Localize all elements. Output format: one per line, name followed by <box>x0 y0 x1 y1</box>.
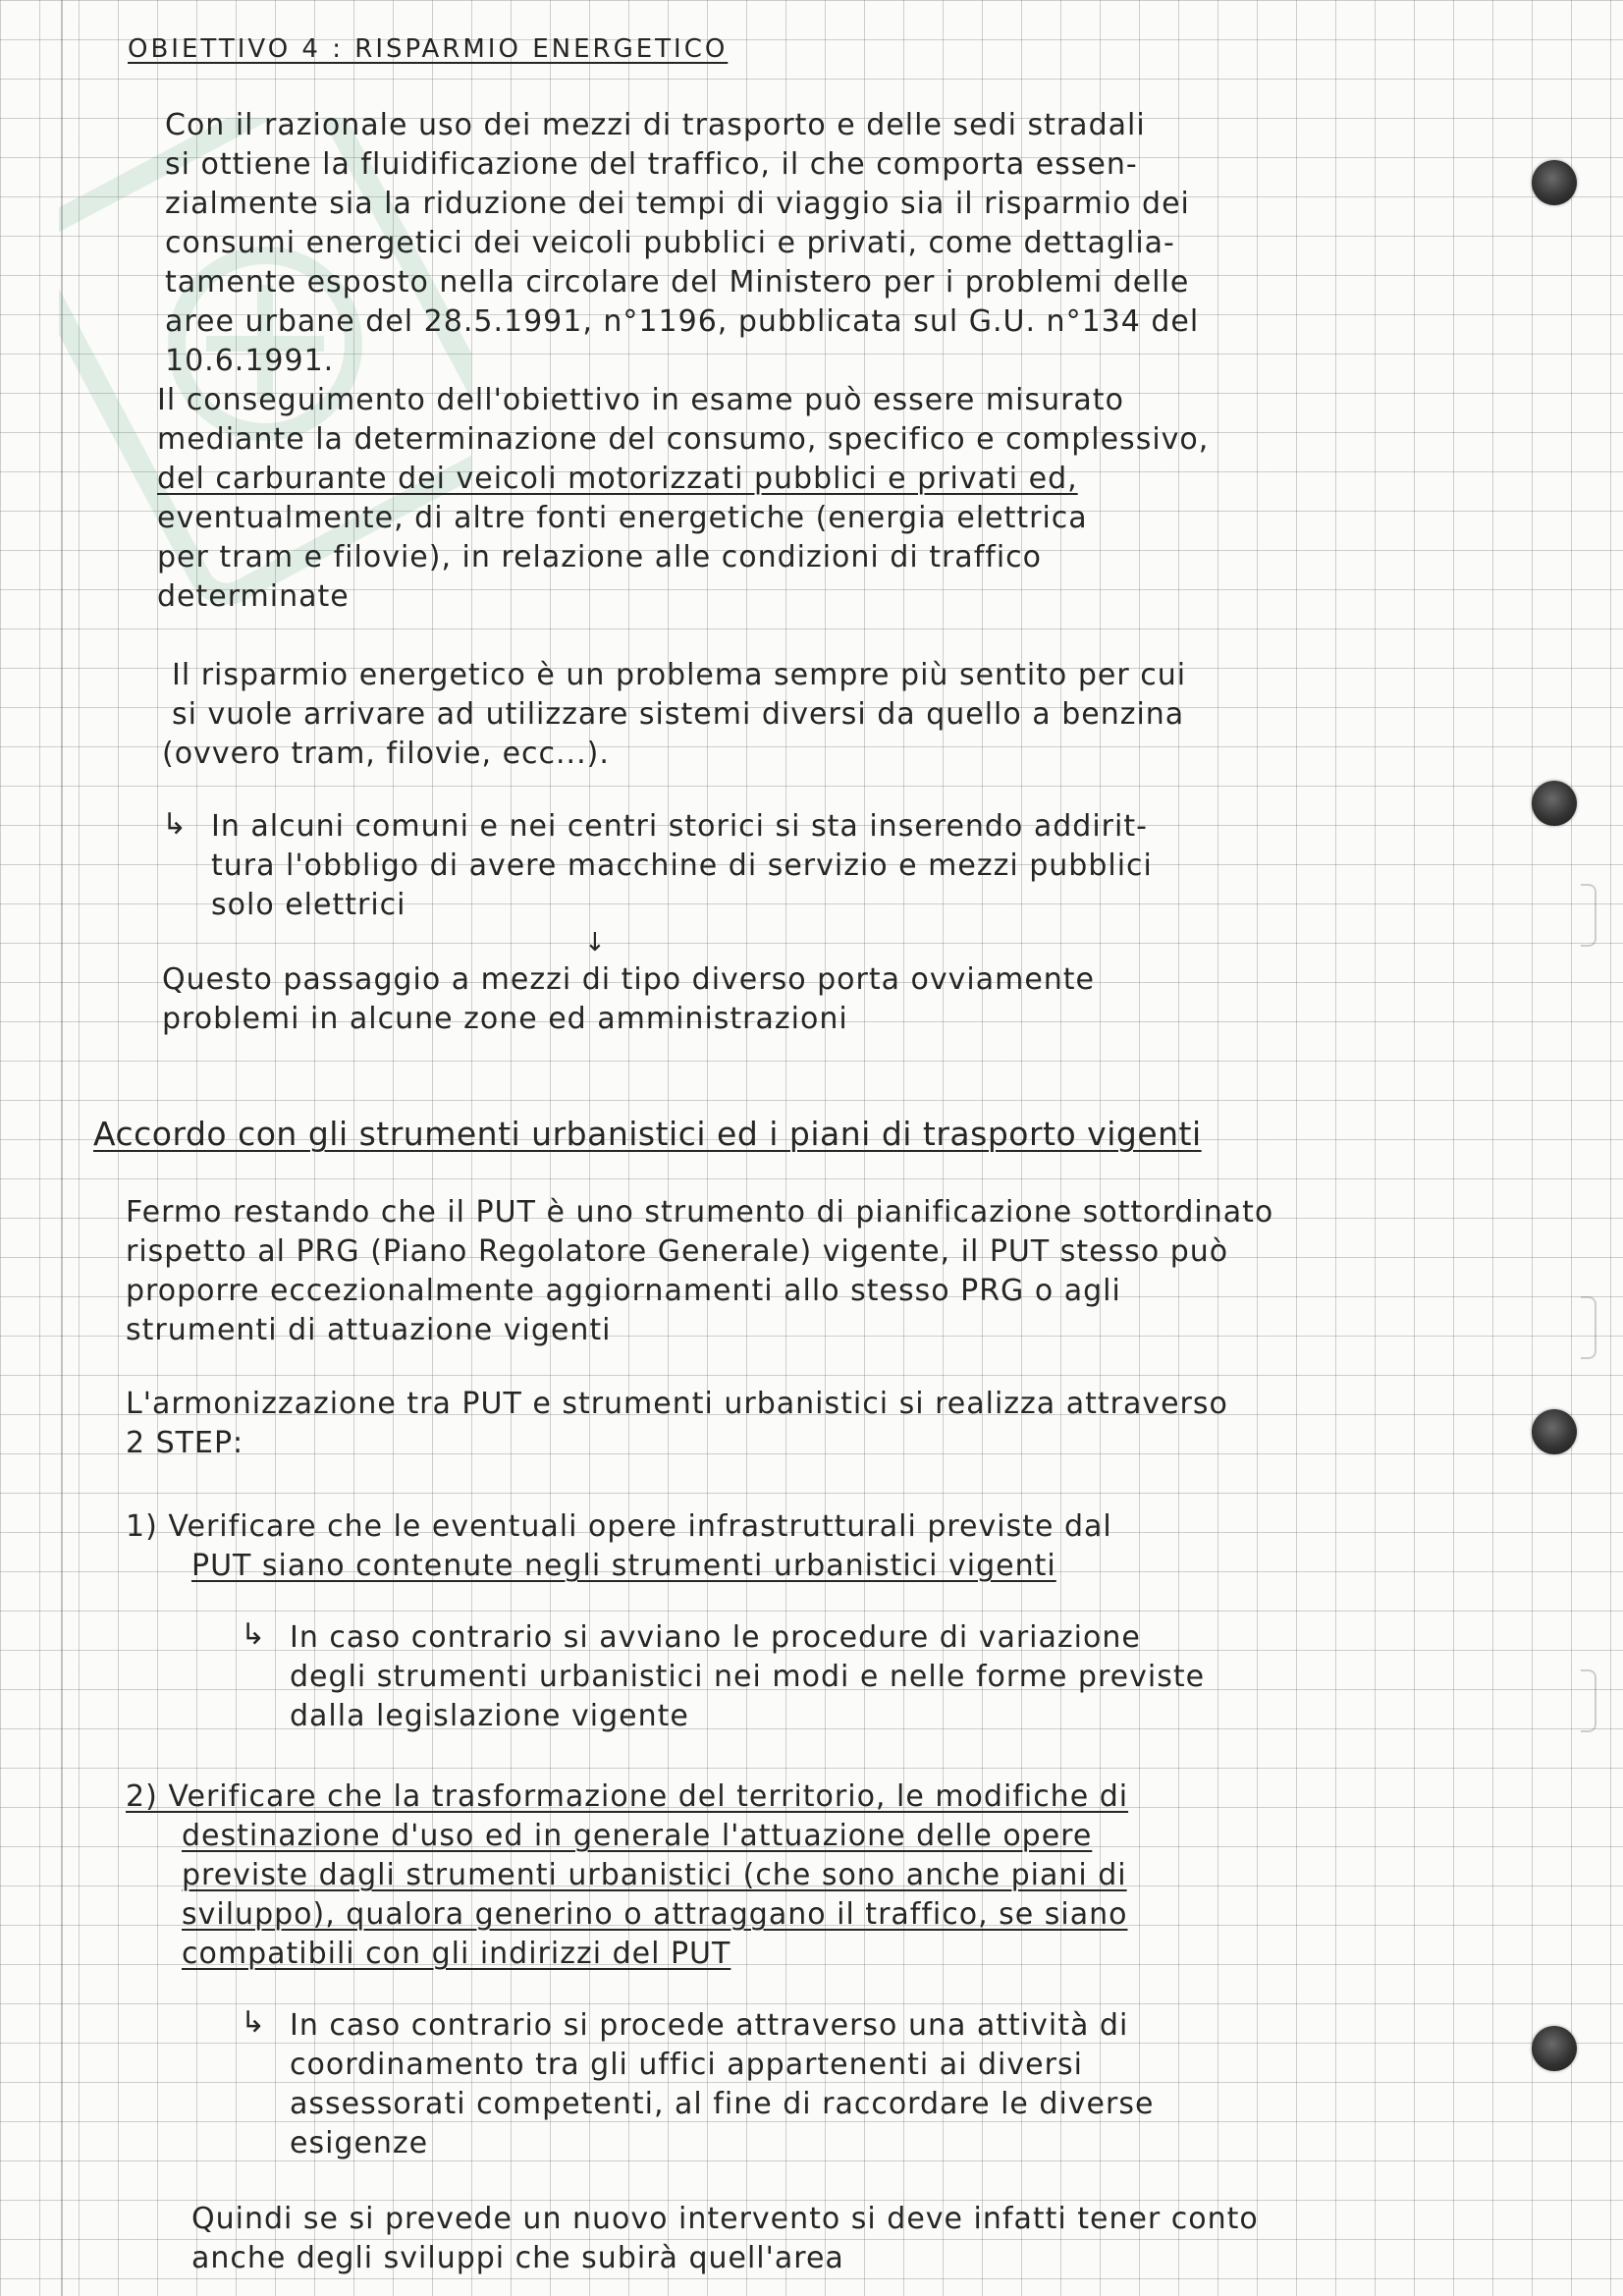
text-line: rispetto al PRG (Piano Regolatore Generale) vigente, il PUT stesso può <box>126 1234 1229 1269</box>
text-line: Con il razionale uso dei mezzi di trasporto e delle sedi stradali <box>165 108 1146 142</box>
arrow-icon: ↳ <box>241 2005 266 2040</box>
page-title: OBIETTIVO 4 : RISPARMIO ENERGETICO <box>128 34 729 64</box>
text-line: degli strumenti urbanistici nei modi e nelle forme previste <box>290 1660 1206 1694</box>
text-line: proporre eccezionalmente aggiornamenti allo stesso PRG o agli <box>126 1274 1121 1308</box>
arrow-icon: ↳ <box>162 807 188 842</box>
text-line: previste dagli strumenti urbanistici (che sono anche piani di <box>182 1858 1127 1892</box>
section-heading: Accordo con gli strumenti urbanistici ed i piani di trasporto vigenti <box>93 1115 1202 1153</box>
text-line: 2 STEP: <box>126 1426 244 1460</box>
text-line: sviluppo), qualora generino o attraggano il traffico, se siano <box>182 1897 1128 1932</box>
text-line: determinate <box>157 579 350 614</box>
text-line: strumenti di attuazione vigenti <box>126 1313 612 1347</box>
text-line: mediante la determinazione del consumo, specifico e complessivo, <box>157 422 1210 457</box>
text-line: esigenze <box>290 2126 429 2160</box>
text-line: Quindi se si prevede un nuovo intervento si deve infatti tener conto <box>191 2202 1259 2236</box>
text-line: consumi energetici dei veicoli pubblici e privati, come dettaglia- <box>165 226 1175 260</box>
text-line: Il risparmio energetico è un problema sempre più sentito per cui <box>172 658 1187 692</box>
text-line: 2) Verificare che la trasformazione del territorio, le modifiche di <box>126 1779 1129 1814</box>
text-line: assessorati competenti, al fine di raccordare le diverse <box>290 2087 1155 2121</box>
text-line: tura l'obbligo di avere macchine di servizio e mezzi pubblici <box>211 848 1153 883</box>
text-line: del carburante dei veicoli motorizzati pubblici e privati ed, <box>157 462 1078 496</box>
text-line: Questo passaggio a mezzi di tipo diverso porta ovviamente <box>162 962 1096 997</box>
text-line: In alcuni comuni e nei centri storici si sta inserendo addirit- <box>211 809 1148 844</box>
text-line: anche degli sviluppi che subirà quell'area <box>191 2241 844 2275</box>
text-line: zialmente sia la riduzione dei tempi di viaggio sia il risparmio dei <box>165 187 1190 221</box>
text-line: tamente esposto nella circolare del Ministero per i problemi delle <box>165 265 1190 300</box>
text-line: compatibili con gli indirizzi del PUT <box>182 1937 731 1971</box>
text-line: L'armonizzazione tra PUT e strumenti urbanistici si realizza attraverso <box>126 1387 1228 1421</box>
text-line: coordinamento tra gli uffici appartenenti ai diversi <box>290 2048 1083 2082</box>
text-line: per tram e filovie), in relazione alle condizioni di traffico <box>157 540 1042 574</box>
text-line: In caso contrario si avviano le procedure di variazione <box>290 1620 1141 1655</box>
text-line: Il conseguimento dell'obiettivo in esame può essere misurato <box>157 383 1124 417</box>
text-line: 1) Verificare che le eventuali opere infrastrutturali previste dal <box>126 1509 1112 1544</box>
text-line: In caso contrario si procede attraverso una attività di <box>290 2008 1129 2043</box>
text-line: problemi in alcune zone ed amministrazioni <box>162 1002 848 1036</box>
text-line: Fermo restando che il PUT è uno strumento di pianificazione sottordinato <box>126 1195 1274 1230</box>
text-line: aree urbane del 28.5.1991, n°1196, pubblicata sul G.U. n°134 del <box>165 304 1200 339</box>
down-arrow-icon: ↓ <box>584 928 606 957</box>
text-line: (ovvero tram, filovie, ecc...). <box>162 737 610 771</box>
text-line: 10.6.1991. <box>165 344 335 378</box>
arrow-icon: ↳ <box>241 1617 266 1652</box>
text-line: si vuole arrivare ad utilizzare sistemi diversi da quello a benzina <box>172 697 1185 732</box>
text-line: dalla legislazione vigente <box>290 1699 689 1733</box>
text-line: PUT siano contenute negli strumenti urbanistici vigenti <box>191 1549 1056 1583</box>
text-line: si ottiene la fluidificazione del traffico, il che comporta essen- <box>165 147 1138 182</box>
text-line: eventualmente, di altre fonti energetiche (energia elettrica <box>157 501 1088 535</box>
text-line: destinazione d'uso ed in generale l'attuazione delle opere <box>182 1819 1093 1853</box>
text-line: solo elettrici <box>211 888 406 922</box>
